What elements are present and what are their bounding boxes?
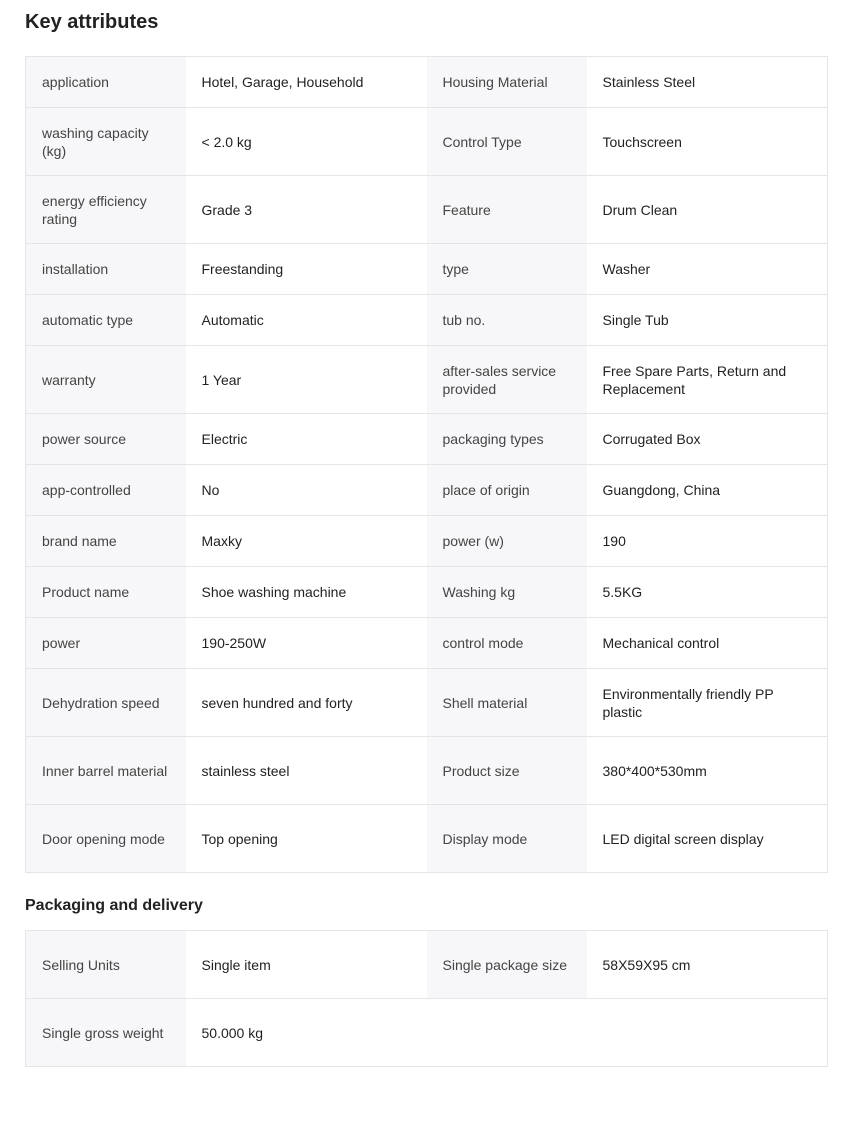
attribute-label: Control Type [427,108,587,176]
attribute-value: LED digital screen display [587,805,828,873]
attribute-value: seven hundred and forty [186,669,427,737]
attribute-label [427,999,587,1067]
attribute-row [26,931,828,999]
attribute-row [26,346,828,414]
attribute-label: power [26,618,186,669]
attribute-value: Touchscreen [587,108,828,176]
attribute-label: power source [26,414,186,465]
attribute-value: Mechanical control [587,618,828,669]
attribute-value: 190 [587,516,828,567]
attribute-label: packaging types [427,414,587,465]
attribute-label: application [26,57,186,108]
attribute-value: 58X59X95 cm [587,931,828,999]
attribute-value: 1 Year [186,346,427,414]
attribute-label: Feature [427,176,587,244]
attribute-value: Top opening [186,805,427,873]
attribute-value: Single Tub [587,295,828,346]
attribute-value: < 2.0 kg [186,108,427,176]
attribute-row [26,669,828,737]
attribute-label: Washing kg [427,567,587,618]
attribute-value: 5.5KG [587,567,828,618]
attribute-value: No [186,465,427,516]
attribute-row [26,737,828,805]
attribute-row [26,295,828,346]
attribute-row [26,618,828,669]
attribute-row [26,805,828,873]
attribute-row [26,108,828,176]
packaging-delivery-title: Packaging and delivery [25,897,203,914]
attribute-label: Dehydration speed [26,669,186,737]
attribute-label: place of origin [427,465,587,516]
attribute-row [26,999,828,1067]
attribute-value: Shoe washing machine [186,567,427,618]
attribute-row [26,465,828,516]
attribute-value: 50.000 kg [186,999,427,1067]
attribute-row [26,516,828,567]
attribute-label: Product name [26,567,186,618]
attribute-label: Door opening mode [26,805,186,873]
attribute-label: Single package size [427,931,587,999]
attribute-value: Free Spare Parts, Return and Replacement [587,346,828,414]
attribute-row [26,57,828,108]
attribute-label: energy efficiency rating [26,176,186,244]
packaging-delivery-table [25,930,828,1067]
attribute-value: Drum Clean [587,176,828,244]
attribute-label: washing capacity (kg) [26,108,186,176]
key-attributes-table [25,56,828,873]
attribute-value: Grade 3 [186,176,427,244]
attribute-label: Shell material [427,669,587,737]
attribute-label: control mode [427,618,587,669]
attribute-value: Guangdong, China [587,465,828,516]
attribute-label: Inner barrel material [26,737,186,805]
attribute-label: Selling Units [26,931,186,999]
attribute-value: 380*400*530mm [587,737,828,805]
attribute-value: Hotel, Garage, Household [186,57,427,108]
key-attributes-title: Key attributes [25,11,159,33]
attribute-label: Display mode [427,805,587,873]
attribute-value: stainless steel [186,737,427,805]
attribute-label: app-controlled [26,465,186,516]
attribute-value: Stainless Steel [587,57,828,108]
attribute-value: 190-250W [186,618,427,669]
attribute-label: installation [26,244,186,295]
attribute-value: Automatic [186,295,427,346]
attribute-value: Single item [186,931,427,999]
attribute-label: Single gross weight [26,999,186,1067]
attribute-value: Environmentally friendly PP plastic [587,669,828,737]
attribute-label: type [427,244,587,295]
attribute-label: Product size [427,737,587,805]
attribute-value: Corrugated Box [587,414,828,465]
attribute-label: warranty [26,346,186,414]
attribute-value: Maxky [186,516,427,567]
attribute-row [26,244,828,295]
attribute-label: Housing Material [427,57,587,108]
attribute-label: brand name [26,516,186,567]
attribute-value: Electric [186,414,427,465]
attribute-value: Washer [587,244,828,295]
attribute-value: Freestanding [186,244,427,295]
attribute-label: after-sales service provided [427,346,587,414]
attribute-label: power (w) [427,516,587,567]
attribute-row [26,176,828,244]
attribute-row [26,567,828,618]
attribute-value [587,999,828,1067]
attribute-label: tub no. [427,295,587,346]
attribute-row [26,414,828,465]
attribute-label: automatic type [26,295,186,346]
